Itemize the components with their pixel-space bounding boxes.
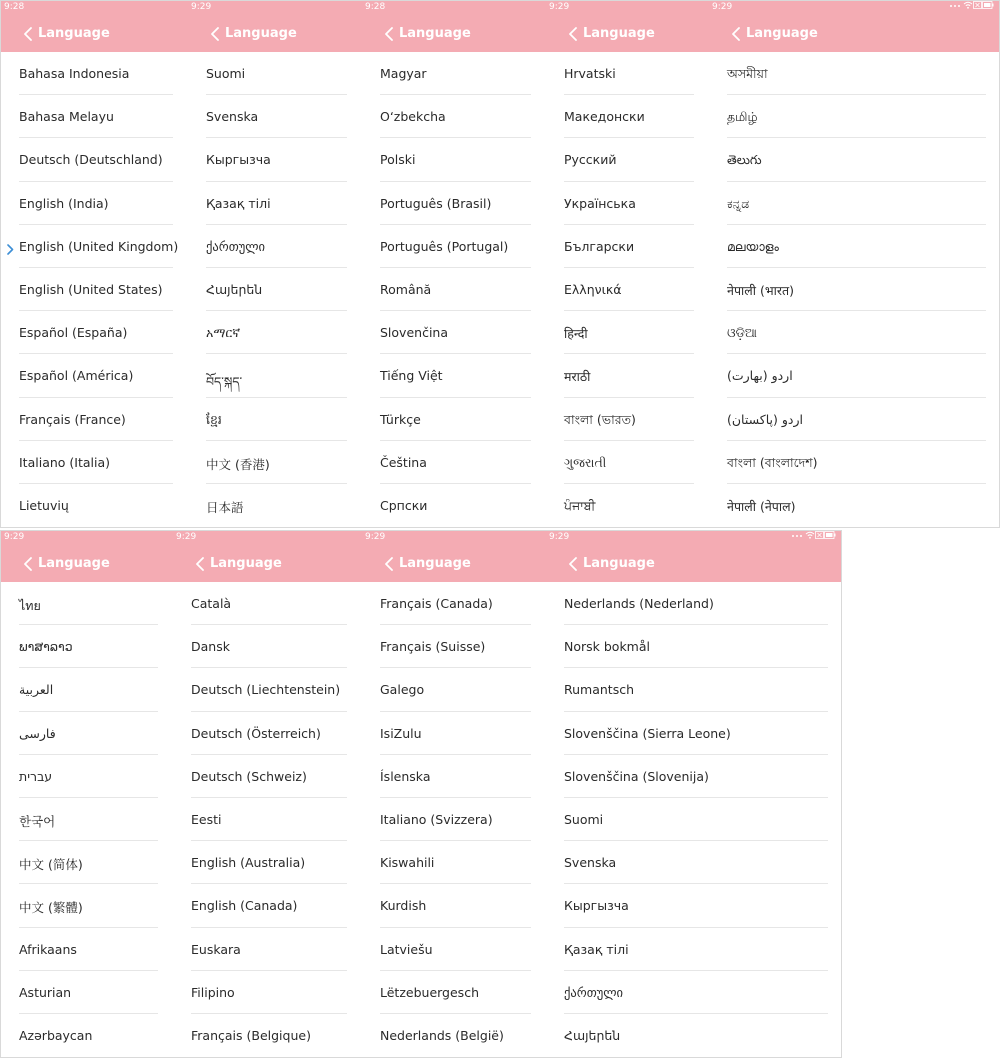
language-label: Lietuvių <box>19 497 69 513</box>
language-label: ಕನ್ನಡ <box>727 195 750 211</box>
language-label: Latviešu <box>380 941 433 957</box>
language-label: Azərbaycan <box>19 1027 93 1043</box>
language-option[interactable] <box>545 95 708 138</box>
back-button[interactable] <box>190 554 210 574</box>
header-bar <box>0 0 187 52</box>
language-option[interactable] <box>708 398 1000 441</box>
language-label: Eesti <box>191 811 222 827</box>
language-option[interactable] <box>0 484 187 527</box>
battery-icon <box>824 531 836 539</box>
language-option[interactable] <box>545 398 708 441</box>
status-time: 9:29 <box>176 532 197 542</box>
language-option[interactable] <box>0 138 187 181</box>
language-option[interactable] <box>545 441 708 484</box>
wifi-icon <box>963 1 973 9</box>
language-option[interactable] <box>187 441 361 484</box>
page-title: Language <box>225 26 297 41</box>
language-label: नेपाली (नेपाल) <box>727 498 796 514</box>
no-sim-icon <box>815 531 824 539</box>
language-label: Čeština <box>380 454 427 470</box>
language-option[interactable] <box>0 225 187 268</box>
language-option[interactable] <box>0 712 172 755</box>
language-label: Español (América) <box>19 368 134 384</box>
language-label: Հայերեն <box>564 1027 621 1043</box>
chevron-left-icon <box>568 557 578 571</box>
language-option[interactable] <box>361 268 545 311</box>
language-label: Қазақ тілі <box>564 941 629 957</box>
language-label: Italiano (Italia) <box>19 454 111 470</box>
language-label: Español (España) <box>19 325 128 341</box>
language-option[interactable] <box>361 625 545 668</box>
language-option[interactable] <box>361 225 545 268</box>
language-option[interactable] <box>0 441 187 484</box>
language-option[interactable] <box>172 971 361 1014</box>
language-option[interactable] <box>545 582 842 625</box>
language-label: Dansk <box>191 639 230 655</box>
language-option[interactable] <box>708 268 1000 311</box>
header-bar <box>0 530 172 582</box>
status-time: 9:29 <box>191 2 212 12</box>
language-label: Italiano (Svizzera) <box>380 811 493 827</box>
language-label: Galego <box>380 682 425 698</box>
language-label: བོད་སྐད་ <box>206 374 243 390</box>
language-label: Français (Suisse) <box>380 639 486 655</box>
language-option[interactable] <box>361 52 545 95</box>
language-option[interactable] <box>361 884 545 927</box>
language-label: Nederlands (Nederland) <box>564 596 714 611</box>
language-option[interactable] <box>361 138 545 181</box>
back-button[interactable] <box>18 24 38 44</box>
status-icons <box>949 1 994 12</box>
chevron-left-icon <box>195 557 205 571</box>
language-option[interactable] <box>0 884 172 927</box>
language-option[interactable] <box>708 354 1000 397</box>
language-option[interactable] <box>361 182 545 225</box>
language-option[interactable] <box>187 311 361 354</box>
language-label: Suomi <box>564 811 604 827</box>
language-label: Română <box>380 281 432 297</box>
language-list <box>361 52 545 527</box>
language-option[interactable] <box>0 182 187 225</box>
status-time: 9:28 <box>4 2 25 12</box>
language-label: Deutsch (Schweiz) <box>191 768 307 784</box>
language-option[interactable] <box>172 928 361 971</box>
language-option[interactable] <box>545 484 708 527</box>
language-label: ខ្មែរ <box>206 411 222 427</box>
language-option[interactable] <box>361 841 545 884</box>
language-label: Bahasa Melayu <box>19 109 114 125</box>
language-label: 中文 (香港) <box>206 456 270 472</box>
language-option[interactable] <box>361 95 545 138</box>
language-list <box>545 52 708 527</box>
language-label: Кыргызча <box>564 898 629 914</box>
language-option[interactable] <box>0 268 187 311</box>
language-option[interactable] <box>0 582 172 625</box>
language-list <box>0 582 172 1057</box>
language-option[interactable] <box>361 311 545 354</box>
language-label: Türkçe <box>380 411 421 427</box>
language-option[interactable] <box>0 841 172 884</box>
language-label: English (India) <box>19 195 109 211</box>
language-option[interactable] <box>545 712 842 755</box>
language-label: Português (Portugal) <box>380 238 509 254</box>
language-label: Português (Brasil) <box>380 195 492 211</box>
back-button[interactable] <box>379 24 399 44</box>
language-option[interactable] <box>0 668 172 711</box>
battery-icon <box>982 1 994 9</box>
language-label: English (Australia) <box>191 855 306 871</box>
language-option[interactable] <box>187 95 361 138</box>
language-label: Қазақ тілі <box>206 195 271 211</box>
chevron-left-icon <box>568 27 578 41</box>
language-option[interactable] <box>172 668 361 711</box>
page-title: Language <box>38 556 110 571</box>
no-sim-icon <box>973 1 982 9</box>
header-bar <box>545 530 842 582</box>
language-label: Bahasa Indonesia <box>19 66 130 81</box>
language-option[interactable] <box>0 798 172 841</box>
language-option[interactable] <box>187 52 361 95</box>
language-option[interactable] <box>172 798 361 841</box>
language-option[interactable] <box>0 52 187 95</box>
wifi-icon <box>805 531 815 539</box>
header-bar <box>708 0 1000 52</box>
language-option[interactable] <box>361 668 545 711</box>
language-label: አማርኛ <box>206 325 241 341</box>
language-option[interactable] <box>361 441 545 484</box>
language-label: Kiswahili <box>380 855 435 871</box>
language-option[interactable] <box>545 311 708 354</box>
language-label: English (Canada) <box>191 898 298 914</box>
language-option[interactable] <box>361 755 545 798</box>
language-option[interactable] <box>172 712 361 755</box>
language-option[interactable] <box>545 354 708 397</box>
status-time: 9:29 <box>549 2 570 12</box>
language-option[interactable] <box>187 268 361 311</box>
language-label: 한국어 <box>19 813 56 829</box>
language-screen-5 <box>708 0 1000 527</box>
language-option[interactable] <box>361 798 545 841</box>
language-option[interactable] <box>708 441 1000 484</box>
language-option[interactable] <box>708 52 1000 95</box>
language-list <box>187 52 361 527</box>
language-screen-8 <box>361 530 545 1058</box>
language-label: Asturian <box>19 984 72 1000</box>
language-option[interactable] <box>187 182 361 225</box>
back-button[interactable] <box>563 24 583 44</box>
language-option[interactable] <box>172 841 361 884</box>
language-option[interactable] <box>0 311 187 354</box>
language-screen-1 <box>0 0 187 527</box>
language-label: Slovenščina (Sierra Leone) <box>564 725 731 741</box>
status-time: 9:28 <box>365 2 386 12</box>
language-label: Македонски <box>564 109 645 125</box>
language-option[interactable] <box>545 625 842 668</box>
header-bar <box>545 0 708 52</box>
signal-dots-icon <box>791 531 805 539</box>
language-list <box>0 52 187 527</box>
chevron-left-icon <box>23 557 33 571</box>
language-option[interactable] <box>545 52 708 95</box>
language-option[interactable] <box>545 971 842 1014</box>
back-button[interactable] <box>379 554 399 574</box>
language-option[interactable] <box>172 625 361 668</box>
language-label: मराठी <box>564 369 591 385</box>
chevron-left-icon <box>384 557 394 571</box>
language-label: 中文 (简体) <box>19 857 83 873</box>
language-label: Afrikaans <box>19 941 77 957</box>
language-label: ქართული <box>206 238 266 254</box>
language-option[interactable] <box>708 182 1000 225</box>
language-option[interactable] <box>545 668 842 711</box>
language-option[interactable] <box>708 95 1000 138</box>
back-button[interactable] <box>563 554 583 574</box>
language-option[interactable] <box>187 138 361 181</box>
language-label: Deutsch (Deutschland) <box>19 152 163 168</box>
language-label: ไทย <box>19 598 41 613</box>
language-option[interactable] <box>0 928 172 971</box>
language-option[interactable] <box>361 354 545 397</box>
language-option[interactable] <box>545 225 708 268</box>
header-bar <box>361 530 545 582</box>
language-label: English (United States) <box>19 281 163 297</box>
language-screen-7 <box>172 530 361 1058</box>
page-title: Language <box>583 26 655 41</box>
language-label: اردو (پاکستان) <box>727 411 803 427</box>
language-label: Français (Belgique) <box>191 1027 311 1043</box>
language-option[interactable] <box>187 484 361 527</box>
language-screen-6 <box>0 530 172 1058</box>
language-label: Svenska <box>564 855 617 871</box>
language-label: ພາສາລາວ <box>19 639 73 655</box>
language-label: മലയാളം <box>727 238 779 254</box>
language-label: ქართული <box>564 984 624 1000</box>
language-option[interactable] <box>708 311 1000 354</box>
language-option[interactable] <box>545 182 708 225</box>
language-option[interactable] <box>187 354 361 397</box>
language-option[interactable] <box>0 95 187 138</box>
language-label: অসমীয়া <box>727 66 768 81</box>
language-label: Български <box>564 238 635 254</box>
page-title: Language <box>746 26 818 41</box>
language-option[interactable] <box>708 138 1000 181</box>
chevron-left-icon <box>210 27 220 41</box>
language-option[interactable] <box>0 1014 172 1057</box>
language-label: Suomi <box>206 66 246 81</box>
language-option[interactable] <box>172 582 361 625</box>
language-list <box>361 582 545 1057</box>
page-title: Language <box>210 556 282 571</box>
language-label: Ελληνικά <box>564 281 622 297</box>
language-label: हिन्दी <box>564 326 588 342</box>
page-title: Language <box>583 556 655 571</box>
language-label: English (United Kingdom) <box>19 238 179 254</box>
language-option[interactable] <box>0 354 187 397</box>
language-option[interactable] <box>172 755 361 798</box>
language-label: O‘zbekcha <box>380 109 446 125</box>
language-label: Magyar <box>380 66 427 81</box>
language-label: 日本語 <box>206 499 244 515</box>
language-option[interactable] <box>545 841 842 884</box>
status-time: 9:29 <box>549 532 570 542</box>
chevron-left-icon <box>731 27 741 41</box>
language-option[interactable] <box>361 582 545 625</box>
language-option[interactable] <box>545 798 842 841</box>
language-list <box>172 582 361 1057</box>
language-label: Kurdish <box>380 898 427 914</box>
language-option[interactable] <box>545 268 708 311</box>
language-label: IsiZulu <box>380 725 422 741</box>
language-label: فارسی <box>19 725 56 741</box>
language-label: Lëtzebuergesch <box>380 984 479 1000</box>
language-label: Հայերեն <box>206 281 263 297</box>
language-option[interactable] <box>708 484 1000 527</box>
language-label: Русский <box>564 152 617 168</box>
language-label: Français (France) <box>19 411 126 427</box>
language-option[interactable] <box>361 484 545 527</box>
language-label: Кыргызча <box>206 152 271 168</box>
language-label: Rumantsch <box>564 682 635 698</box>
language-option[interactable] <box>708 225 1000 268</box>
language-label: Deutsch (Österreich) <box>191 725 321 741</box>
language-option[interactable] <box>545 138 708 181</box>
language-label: اردو (بھارت) <box>727 368 793 384</box>
back-button[interactable] <box>18 554 38 574</box>
language-label: বাংলা (ভারত) <box>564 411 636 427</box>
language-screen-2 <box>187 0 361 527</box>
language-option[interactable] <box>361 928 545 971</box>
language-option[interactable] <box>187 398 361 441</box>
language-label: ગુજરાતી <box>564 454 607 470</box>
status-time: 9:29 <box>365 532 386 542</box>
language-option[interactable] <box>361 712 545 755</box>
language-label: ਪੰਜਾਬੀ <box>564 497 596 513</box>
language-option[interactable] <box>0 971 172 1014</box>
chevron-left-icon <box>23 27 33 41</box>
back-button[interactable] <box>726 24 746 44</box>
language-label: Tiếng Việt <box>380 368 443 384</box>
language-option[interactable] <box>172 884 361 927</box>
language-label: Svenska <box>206 109 259 125</box>
language-label: Deutsch (Liechtenstein) <box>191 682 341 698</box>
status-time: 9:29 <box>4 532 25 542</box>
language-option[interactable] <box>187 225 361 268</box>
language-label: Polski <box>380 152 416 168</box>
language-option[interactable] <box>0 755 172 798</box>
language-option[interactable] <box>545 755 842 798</box>
language-label: नेपाली (भारत) <box>727 282 794 298</box>
language-option[interactable] <box>0 398 187 441</box>
language-list <box>545 582 842 1057</box>
language-label: తెలుగు <box>727 152 762 168</box>
language-label: Català <box>191 596 232 611</box>
selected-chevron-icon <box>7 240 14 259</box>
language-label: עברית <box>19 768 53 784</box>
language-list <box>708 52 1000 527</box>
language-label: Filipino <box>191 984 235 1000</box>
language-label: Nederlands (België) <box>380 1027 504 1043</box>
language-screen-4 <box>545 0 708 527</box>
language-option[interactable] <box>545 928 842 971</box>
language-label: العربية <box>19 682 54 698</box>
language-label: Українська <box>564 195 636 211</box>
language-option[interactable] <box>361 1014 545 1057</box>
language-label: Slovenščina (Slovenija) <box>564 768 709 784</box>
signal-dots-icon <box>949 1 963 9</box>
language-label: Norsk bokmål <box>564 639 650 655</box>
language-label: 中文 (繁體) <box>19 900 83 916</box>
language-option[interactable] <box>545 1014 842 1057</box>
language-screen-9 <box>545 530 842 1058</box>
language-label: Íslenska <box>380 768 431 784</box>
language-option[interactable] <box>361 971 545 1014</box>
back-button[interactable] <box>205 24 225 44</box>
language-label: தமிழ் <box>727 109 758 125</box>
language-label: ଓଡ଼ିଆ <box>727 325 757 341</box>
header-bar <box>361 0 545 52</box>
language-option[interactable] <box>172 1014 361 1057</box>
status-icons <box>791 531 836 542</box>
language-label: বাংলা (বাংলাদেশ) <box>727 454 818 470</box>
language-label: Hrvatski <box>564 66 616 81</box>
chevron-left-icon <box>384 27 394 41</box>
language-option[interactable] <box>0 625 172 668</box>
language-label: Slovenčina <box>380 325 448 341</box>
language-label: Euskara <box>191 941 241 957</box>
language-screen-3 <box>361 0 545 527</box>
page-title: Language <box>399 26 471 41</box>
language-option[interactable] <box>361 398 545 441</box>
language-option[interactable] <box>545 884 842 927</box>
header-bar <box>172 530 361 582</box>
header-bar <box>187 0 361 52</box>
page-title: Language <box>38 26 110 41</box>
language-label: Српски <box>380 497 428 513</box>
language-label: Français (Canada) <box>380 596 493 611</box>
page-title: Language <box>399 556 471 571</box>
status-time: 9:29 <box>712 2 733 12</box>
